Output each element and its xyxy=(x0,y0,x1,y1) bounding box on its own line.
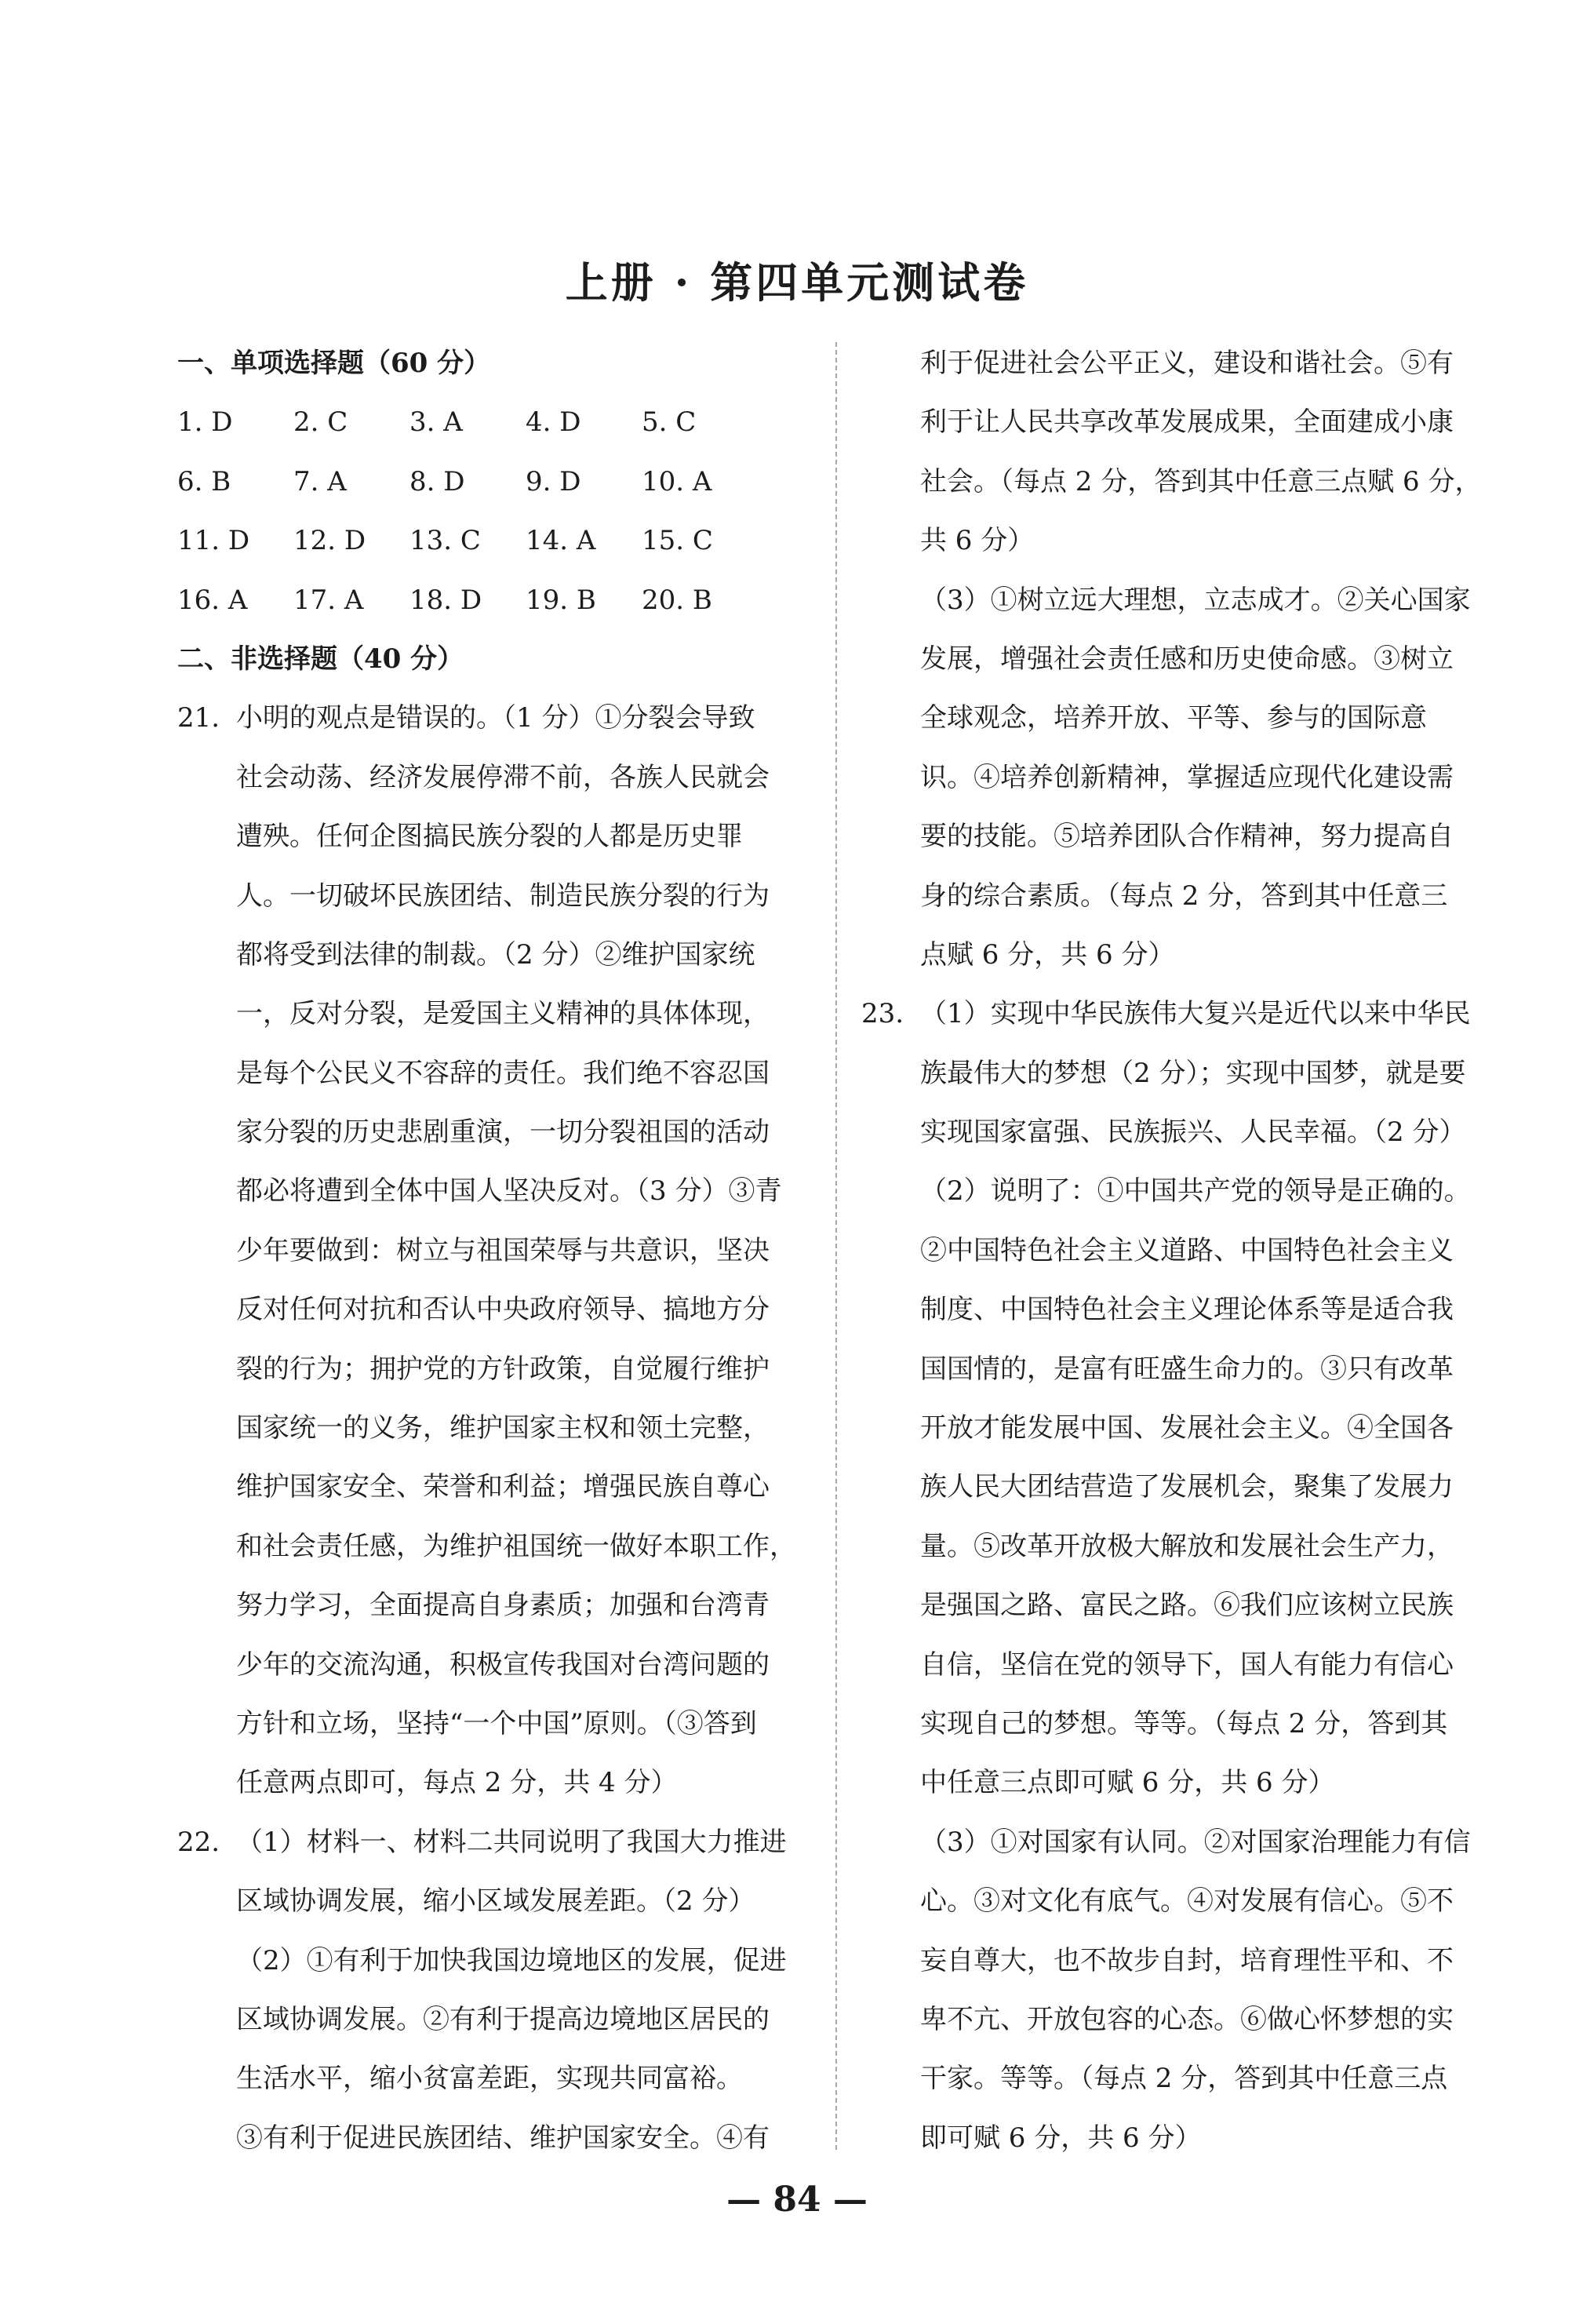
text-line xyxy=(861,1280,1497,1339)
answer-item: 10. A xyxy=(642,465,712,497)
answer-item: 17. A xyxy=(293,584,364,616)
answer-item: 5. C xyxy=(642,406,697,439)
text-line xyxy=(177,1280,810,1339)
text-line xyxy=(177,1458,810,1517)
line-text: 身的综合素质。（每点 2 分，答到其中任意三 xyxy=(920,880,1448,912)
text-line xyxy=(177,1813,810,1872)
text-line xyxy=(861,512,1497,570)
answer-item: 16. A xyxy=(177,584,248,616)
text-line xyxy=(861,1103,1497,1162)
line-text: （2）说明了：①中国共产党的领导是正确的。 xyxy=(920,1175,1471,1208)
line-text: 都将受到法律的制裁。（2 分）②维护国家统 xyxy=(236,938,755,971)
line-text: 实现自己的梦想。等等。（每点 2 分，答到其 xyxy=(920,1707,1448,1739)
text-line xyxy=(861,571,1497,630)
line-text: 发展，增强社会责任感和历史使命感。③树立 xyxy=(920,643,1454,675)
line-text: 妄自尊大，也不故步自封，培育理性平和、不 xyxy=(920,1944,1454,1976)
text-line xyxy=(861,630,1497,689)
text-line xyxy=(177,2049,810,2108)
line-text: 方针和立场，坚持“一个中国”原则。（③答到 xyxy=(236,1707,757,1739)
line-text: 裂的行为；拥护党的方针政策，自觉履行维护 xyxy=(236,1353,770,1385)
line-text: ③有利于促进民族团结、维护国家安全。④有 xyxy=(236,2122,770,2154)
text-line xyxy=(177,1932,810,1991)
line-text: 国国情的，是富有旺盛生命力的。③只有改革 xyxy=(920,1353,1454,1385)
line-text: （1）实现中华民族伟大复兴是近代以来中华民 xyxy=(920,998,1471,1030)
line-text: 利于促进社会公平正义，建设和谐社会。⑤有 xyxy=(920,348,1454,379)
answer-item: 4. D xyxy=(526,406,581,439)
page-title: 上册 · 第四单元测试卷 xyxy=(565,257,1029,308)
line-text: 是每个公民义不容辞的责任。我们绝不容忍国 xyxy=(236,1057,770,1089)
left-column xyxy=(177,334,810,2168)
text-line xyxy=(177,1636,810,1695)
section-heading-choice: 一、单项选择题（60 分） xyxy=(177,348,491,379)
line-text: 人。一切破坏民族团结、制造民族分裂的行为 xyxy=(236,880,770,912)
text-line xyxy=(177,1103,810,1162)
answer-item: 9. D xyxy=(526,465,581,497)
text-line xyxy=(861,985,1497,1044)
text-line xyxy=(861,1162,1497,1221)
answer-item: 13. C xyxy=(409,525,481,557)
answer-row xyxy=(177,393,810,452)
answer-item: 15. C xyxy=(642,525,713,557)
right-answer-text xyxy=(861,334,1497,2168)
text-line xyxy=(861,1991,1497,2049)
line-text: （3）①树立远大理想，立志成才。②关心国家 xyxy=(920,584,1471,616)
answer-item: 7. A xyxy=(293,465,347,497)
text-line xyxy=(861,2049,1497,2108)
line-text: 区域协调发展，缩小区域发展差距。（2 分） xyxy=(236,1885,755,1918)
line-text: （3）①对国家有认同。②对国家治理能力有信 xyxy=(920,1826,1471,1858)
text-line xyxy=(861,1695,1497,1754)
answer-item: 12. D xyxy=(293,525,366,557)
text-line xyxy=(861,926,1497,985)
line-text: 一，反对分裂，是爱国主义精神的具体体现， xyxy=(236,998,770,1030)
text-line xyxy=(177,1754,810,1812)
line-text: 心。③对文化有底气。④对发展有信心。⑤不 xyxy=(920,1885,1454,1918)
answer-item: 18. D xyxy=(409,584,482,616)
text-line xyxy=(861,1399,1497,1458)
text-line xyxy=(177,1399,810,1458)
text-line xyxy=(861,807,1497,866)
question-number: 22. xyxy=(177,1826,220,1858)
answer-item: 19. B xyxy=(526,584,596,616)
text-line xyxy=(177,1222,810,1280)
text-line xyxy=(861,1932,1497,1991)
line-text: 社会动荡、经济发展停滞不前，各族人民就会 xyxy=(236,761,770,793)
line-text: 点赋 6 分，共 6 分） xyxy=(920,938,1175,971)
line-text: 即可赋 6 分，共 6 分） xyxy=(920,2122,1202,2154)
left-answer-text xyxy=(177,689,810,2168)
text-line xyxy=(177,2109,810,2168)
line-text: 维护国家安全、荣誉和利益；增强民族自尊心 xyxy=(236,1471,770,1503)
text-line xyxy=(861,453,1497,512)
text-line xyxy=(861,1576,1497,1635)
text-line xyxy=(861,1872,1497,1931)
line-text: 共 6 分） xyxy=(920,525,1035,557)
line-text: （1）材料一、材料二共同说明了我国大力推进 xyxy=(236,1826,787,1858)
line-text: 全球观念，培养开放、平等、参与的国际意 xyxy=(920,702,1427,734)
line-text: 识。④培养创新精神，掌握适应现代化建设需 xyxy=(920,761,1454,793)
answer-item: 8. D xyxy=(409,465,465,497)
text-line xyxy=(861,1517,1497,1576)
answer-item: 1. D xyxy=(177,406,233,439)
text-line xyxy=(861,1340,1497,1399)
text-line xyxy=(861,1636,1497,1695)
text-line xyxy=(177,926,810,985)
text-line xyxy=(861,1754,1497,1812)
text-line xyxy=(861,749,1497,807)
text-line xyxy=(861,1044,1497,1103)
page-number: — 84 — xyxy=(726,2180,868,2220)
line-text: 要的技能。⑤培养团队合作精神，努力提高自 xyxy=(920,821,1454,853)
line-text: 少年要做到：树立与祖国荣辱与共意识，坚决 xyxy=(236,1234,770,1266)
text-line xyxy=(177,1044,810,1103)
line-text: 区域协调发展。②有利于提高边境地区居民的 xyxy=(236,2003,770,2035)
text-line xyxy=(861,1458,1497,1517)
line-text: 利于让人民共享改革发展成果，全面建成小康 xyxy=(920,406,1454,439)
line-text: 族最伟大的梦想（2 分）；实现中国梦，就是要 xyxy=(920,1057,1466,1089)
line-text: 开放才能发展中国、发展社会主义。④全国各 xyxy=(920,1412,1454,1444)
answer-row xyxy=(177,453,810,512)
text-line xyxy=(861,689,1497,748)
line-text: 小明的观点是错误的。（1 分）①分裂会导致 xyxy=(236,702,755,734)
line-text: 努力学习，全面提高自身素质；加强和台湾青 xyxy=(236,1590,770,1622)
text-line xyxy=(177,689,810,748)
text-line xyxy=(861,1813,1497,1872)
line-text: ②中国特色社会主义道路、中国特色社会主义 xyxy=(920,1234,1454,1266)
line-text: 制度、中国特色社会主义理论体系等是适合我 xyxy=(920,1294,1454,1326)
line-text: 实现国家富强、民族振兴、人民幸福。（2 分） xyxy=(920,1116,1466,1149)
text-line xyxy=(861,393,1497,452)
line-text: 任意两点即可，每点 2 分，共 4 分） xyxy=(236,1767,678,1799)
text-line xyxy=(861,334,1497,393)
text-line xyxy=(177,1695,810,1754)
line-text: 是强国之路、富民之路。⑥我们应该树立民族 xyxy=(920,1590,1454,1622)
text-line xyxy=(861,2109,1497,2168)
right-column xyxy=(861,334,1497,2168)
text-line xyxy=(177,1872,810,1931)
text-line xyxy=(177,1340,810,1399)
answer-key xyxy=(177,393,810,630)
line-text: 少年的交流沟通，积极宣传我国对台湾问题的 xyxy=(236,1648,770,1681)
answer-row xyxy=(177,571,810,630)
line-text: 和社会责任感，为维护祖国统一做好本职工作， xyxy=(236,1530,796,1562)
answer-item: 20. B xyxy=(642,584,712,616)
text-line xyxy=(861,1222,1497,1280)
text-line xyxy=(177,1991,810,2049)
text-line xyxy=(177,985,810,1044)
line-text: 遭殃。任何企图搞民族分裂的人都是历史罪 xyxy=(236,821,743,853)
text-line xyxy=(177,1517,810,1576)
line-text: 都必将遭到全体中国人坚决反对。（3 分）③青 xyxy=(236,1175,782,1208)
text-line xyxy=(861,867,1497,926)
line-text: 干家。等等。（每点 2 分，答到其中任意三点 xyxy=(920,2063,1448,2095)
answer-item: 3. A xyxy=(409,406,463,439)
answer-item: 11. D xyxy=(177,525,250,557)
text-line xyxy=(177,1162,810,1221)
question-number: 23. xyxy=(861,998,904,1030)
line-text: 自信，坚信在党的领导下，国人有能力有信心 xyxy=(920,1648,1454,1681)
line-text: 量。⑤改革开放极大解放和发展社会生产力， xyxy=(920,1530,1454,1562)
answer-item: 2. C xyxy=(293,406,348,439)
text-line xyxy=(177,867,810,926)
text-line xyxy=(177,749,810,807)
line-text: 国家统一的义务，维护国家主权和领土完整， xyxy=(236,1412,770,1444)
line-text: 生活水平，缩小贫富差距，实现共同富裕。 xyxy=(236,2063,743,2095)
answer-row xyxy=(177,512,810,570)
line-text: 反对任何对抗和否认中央政府领导、搞地方分 xyxy=(236,1294,770,1326)
line-text: 社会。（每点 2 分，答到其中任意三点赋 6 分， xyxy=(920,465,1482,497)
line-text: 族人民大团结营造了发展机会，聚集了发展力 xyxy=(920,1471,1454,1503)
answer-item: 6. B xyxy=(177,465,231,497)
text-line xyxy=(177,807,810,866)
text-line xyxy=(177,1576,810,1635)
column-divider xyxy=(835,342,837,2150)
line-text: 家分裂的历史悲剧重演，一切分裂祖国的活动 xyxy=(236,1116,770,1149)
section-heading-non-choice: 二、非选择题（40 分） xyxy=(177,643,464,675)
question-number: 21. xyxy=(177,702,220,734)
line-text: 卑不亢、开放包容的心态。⑥做心怀梦想的实 xyxy=(920,2003,1454,2035)
line-text: 中任意三点即可赋 6 分，共 6 分） xyxy=(920,1767,1335,1799)
line-text: （2）①有利于加快我国边境地区的发展，促进 xyxy=(236,1944,787,1976)
answer-item: 14. A xyxy=(526,525,596,557)
